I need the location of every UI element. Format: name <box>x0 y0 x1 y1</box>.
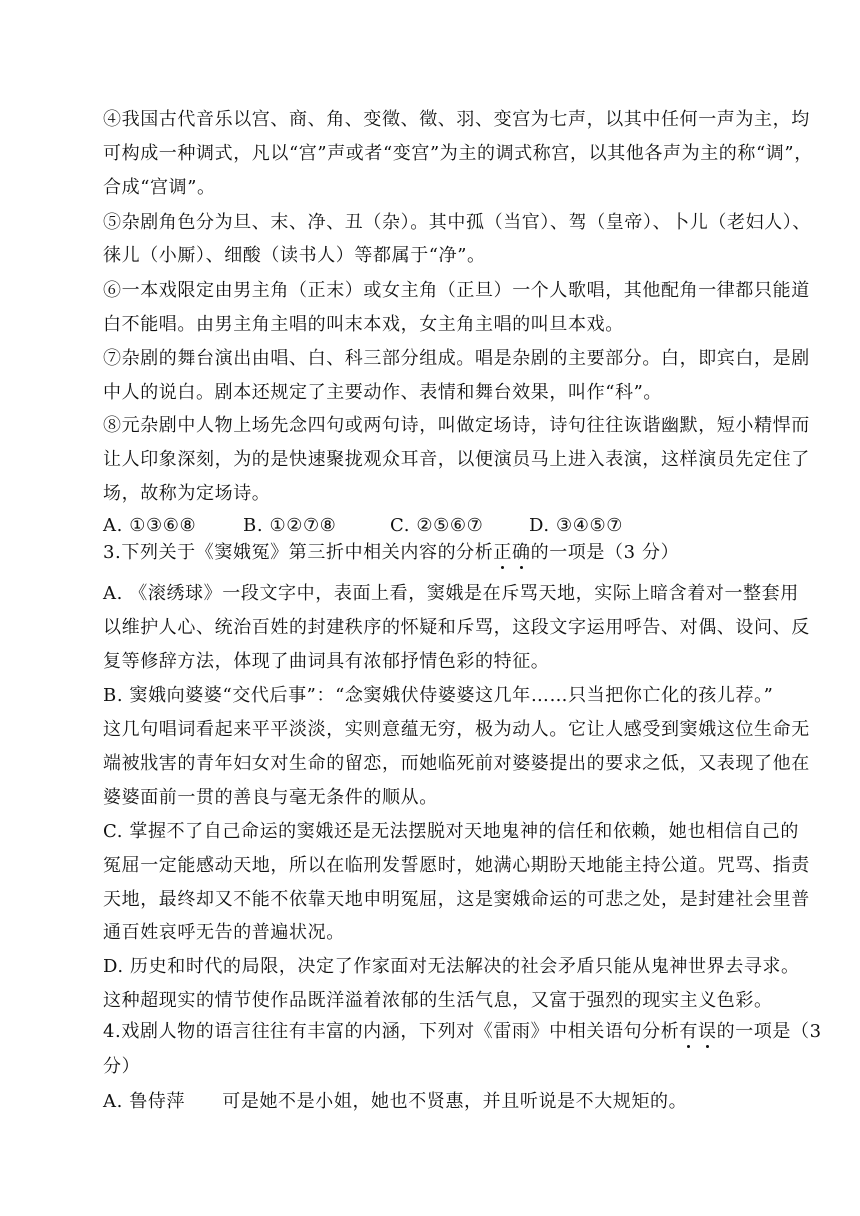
text-line: 合成“宫调”。 <box>103 177 216 198</box>
option-c: C. ②⑤⑥⑦ <box>390 515 484 536</box>
text-line: 分） <box>103 1056 141 1077</box>
emphasis-char: 误 <box>697 1021 717 1042</box>
question-text: 的一项是（3 分） <box>530 542 680 563</box>
option-b: B. ①②⑦⑧ <box>243 515 337 536</box>
text-line: B. 窦娥向婆婆“交代后事”：“念窦娥伏侍婆婆这几年……只当把你亡化的孩儿荐。” <box>103 685 774 706</box>
text-line: 中人的说白。剧本还规定了主要动作、表情和舞台效果，叫作“科”。 <box>103 382 663 403</box>
emphasis-char: 正 <box>493 542 512 563</box>
text-line: 可构成一种调式，凡以“宫”声或者“变宫”为主的调式称宫，以其他各声为主的称“调”， <box>103 143 813 164</box>
option-d: D. ③④⑤⑦ <box>529 515 623 536</box>
text-line: A. 鲁侍萍 可是她不是小姐，她也不贤惠，并且听说是不大规矩的。 <box>103 1091 688 1112</box>
text-line: ⑤杂剧角色分为旦、末、净、丑（杂）。其中孤（当官）、驾（皇帝）、卜儿（老妇人）、 <box>103 212 811 233</box>
text-line: 复等修辞方法，体现了曲词具有浓郁抒情色彩的特征。 <box>103 651 550 672</box>
text-line: C. 掌握不了自己命运的窦娥还是无法摆脱对天地鬼神的信任和依赖，她也相信自己的 <box>103 821 799 842</box>
answer-options <box>103 514 623 538</box>
question-text: 3.下列关于《窦娥冤》第三折中相关内容的分析 <box>103 542 494 563</box>
text-line: 这几句唱词看起来平平淡淡，实则意蕴无穷，极为动人。它让人感受到窦娥这位生命无 <box>103 719 810 740</box>
text-line: ④我国古代音乐以宫、商、角、变徵、徵、羽、变宫为七声，以其中任何一声为主，均 <box>103 109 810 130</box>
text-line: ⑥一本戏限定由男主角（正末）或女主角（正旦）一个人歌唱，其他配角一律都只能道 <box>103 280 810 301</box>
text-line: ⑧元杂剧中人物上场先念四句或两句诗，叫做定场诗，诗句往往诙谐幽默，短小精悍而 <box>103 415 810 436</box>
text-line: 让人印象深刻，为的是快速聚拢观众耳音，以便演员马上进入表演，这样演员先定住了 <box>103 449 810 470</box>
question-text: 的一项是（3 <box>716 1021 822 1042</box>
text-line: 以维护人心、统治百姓的封建秩序的怀疑和斥骂，这段文字运用呼告、对偶、设问、反 <box>103 617 810 638</box>
text-line: D. 历史和时代的局限，决定了作家面对无法解决的社会矛盾只能从鬼神世界去寻求。 <box>103 956 800 977</box>
text-line: 徕儿（小厮）、细酸（读书人）等都属于“净”。 <box>103 245 486 266</box>
text-line: 冤屈一定能感动天地，所以在临刑发誓愿时，她满心期盼天地能主持公道。咒骂、指责 <box>103 855 810 876</box>
text-line: 这种超现实的情节使作品既洋溢着浓郁的生活气息，又富于强烈的现实主义色彩。 <box>103 990 773 1011</box>
text-line: 场，故称为定场诗。 <box>103 483 271 504</box>
text-line: 白不能唱。由男主角主唱的叫末本戏，女主角主唱的叫旦本戏。 <box>103 314 624 335</box>
text-line: 婆婆面前一贯的善良与毫无条件的顺从。 <box>103 787 438 808</box>
text-line: 天地，最终却又不能不依靠天地申明冤屈，这是窦娥命运的可悲之处，是封建社会里普 <box>103 889 810 910</box>
text-line: ⑦杂剧的舞台演出由唱、白、科三部分组成。唱是杂剧的主要部分。白，即宾白，是剧 <box>103 348 810 369</box>
question-4-stem <box>103 1020 822 1044</box>
question-text: 4.戏剧人物的语言往往有丰富的内涵，下列对《雷雨》中相关语句分析 <box>103 1021 680 1042</box>
option-a: A. ①③⑥⑧ <box>103 515 197 536</box>
emphasis-char: 确 <box>511 542 531 563</box>
text-line: A. 《滚绣球》一段文字中，表面上看，窦娥是在斥骂天地，实际上暗含着对一整套用 <box>103 583 799 604</box>
question-3-stem <box>103 541 679 565</box>
emphasis-char: 有 <box>679 1021 698 1042</box>
text-line: 通百姓哀呼无告的普遍状况。 <box>103 922 345 943</box>
text-line: 端被戕害的青年妇女对生命的留恋，而她临死前对婆婆提出的要求之低，又表现了他在 <box>103 753 810 774</box>
